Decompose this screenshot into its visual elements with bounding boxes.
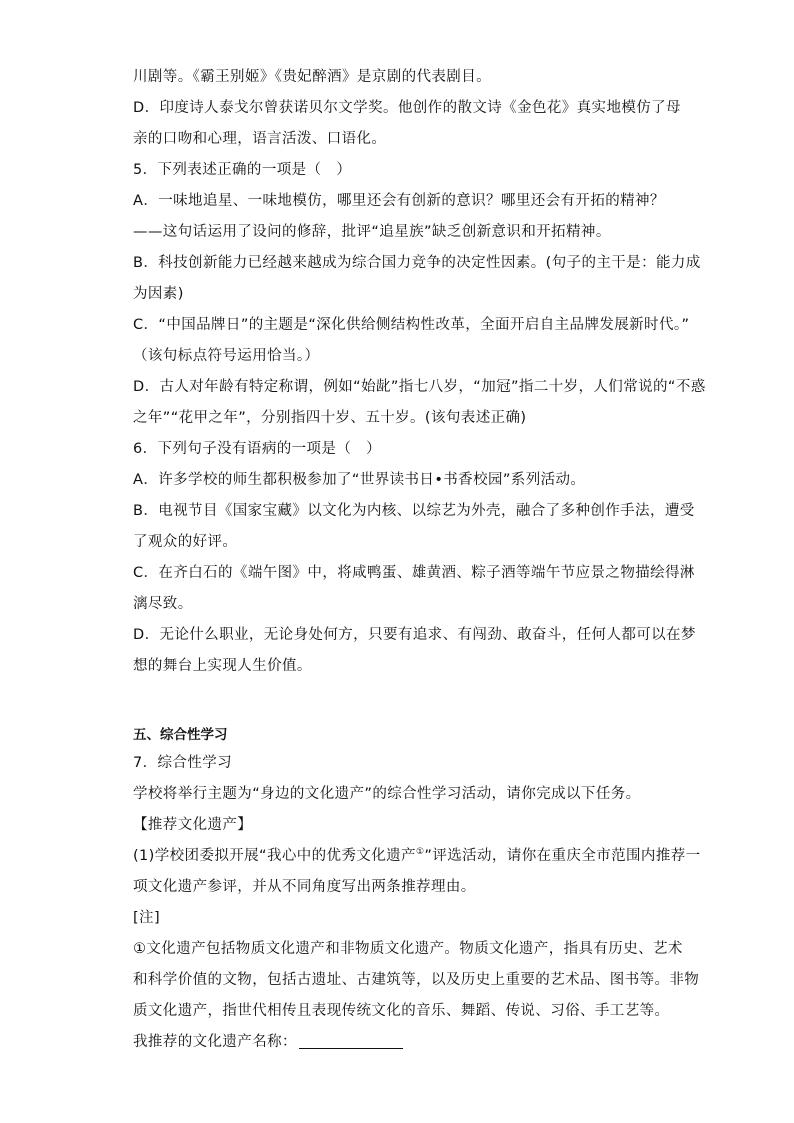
text-line: ——这句话运用了设问的修辞，批评“追星族”缺乏创新意识和开拓精神。 — [133, 224, 611, 240]
option-b-line: B．科技创新能力已经越来越成为综合国力竞争的决定性因素。(句子的主干是：能力成 — [133, 255, 701, 271]
option-b-line: B．电视节目《国家宝藏》以文化为内核、以综艺为外壳，融合了多种创作手法，遭受 — [133, 503, 695, 519]
text-line: 之年”“花甲之年”，分别指四十岁、五十岁。(该句表述正确) — [133, 410, 527, 426]
task-1-line — [133, 841, 701, 872]
text-line: 漓尽致。 — [133, 596, 193, 612]
text-line: （该句标点符号运用恰当。） — [133, 348, 320, 364]
section-heading: 五、综合性学习 — [133, 727, 228, 743]
option-d-line: D．古人对年龄有特定称谓，例如“始龀”指七八岁，“加冠”指二十岁，人们常说的“不惑 — [133, 379, 706, 395]
option-d-line: D．印度诗人泰戈尔曾获诺贝尔文学奖。他创作的散文诗《金色花》真实地模仿了母 — [133, 100, 681, 116]
note-line: ①文化遗产包括物质文化遗产和非物质文化遗产。物质文化遗产，指具有历史、艺术 — [133, 941, 683, 957]
question-text-block — [133, 62, 706, 682]
option-a-line: A．一味地追星、一味地模仿，哪里还会有创新的意识？哪里还会有开拓的精神？ — [133, 193, 665, 209]
option-a-line: A．许多学校的师生都积极参加了“世界读书日•书香校园”系列活动。 — [133, 472, 586, 488]
question-7-block — [133, 748, 701, 1058]
task-1-line-2: 项文化遗产参评，并从不同角度写出两条推荐理由。 — [133, 879, 476, 895]
task-1-text-a: (1)学校团委拟开展“我心中的优秀文化遗产 — [133, 848, 416, 864]
text-line: 了观众的好评。 — [133, 534, 238, 550]
option-c-line: C．“中国品牌日”的主题是“深化供给侧结构性改革，全面开启自主品牌发展新时代。” — [133, 317, 690, 333]
question-5-title: 5．下列表述正确的一项是（ ） — [133, 162, 352, 178]
task-1-text-b: ”评选活动，请你在重庆全市范围内推荐一 — [424, 848, 701, 864]
text-line: 川剧等。《霸王别姬》《贵妃醉酒》是京剧的代表剧目。 — [133, 69, 491, 85]
footnote-marker: ① — [415, 847, 425, 858]
answer-label: 我推荐的文化遗产名称： — [133, 1034, 297, 1050]
option-c-line: C．在齐白石的《端午图》中，将咸鸭蛋、雄黄酒、粽子酒等端午节应景之物描绘得淋 — [133, 565, 695, 581]
task-header: 【推荐文化遗产】 — [133, 817, 253, 833]
note-line: 质文化遗产，指世代相传且表现传统文化的音乐、舞蹈、传说、习俗、手工艺等。 — [133, 1003, 670, 1019]
text-line: 为因素) — [133, 286, 184, 302]
answer-blank[interactable] — [299, 1032, 403, 1049]
question-6-title: 6．下列句子没有语病的一项是（ ） — [133, 441, 382, 457]
text-line: 亲的口吻和心理，语言活泼、口语化。 — [133, 131, 387, 147]
question-7-intro: 学校将举行主题为“身边的文化遗产”的综合性学习活动，请你完成以下任务。 — [133, 786, 641, 802]
question-7-title: 7．综合性学习 — [133, 755, 233, 771]
section-spacer — [133, 682, 663, 724]
text-line: 想的舞台上实现人生价值。 — [133, 658, 312, 674]
answer-line — [133, 1027, 663, 1058]
document-page — [133, 62, 706, 1058]
note-label: [注] — [133, 910, 161, 926]
note-line: 和科学价值的文物，包括古遗址、古建筑等，以及历史上重要的艺术品、图书等。非物 — [133, 972, 700, 988]
option-d-line: D．无论什么职业，无论身处何方，只要有追求、有闯劲、敢奋斗，任何人都可以在梦 — [133, 627, 696, 643]
